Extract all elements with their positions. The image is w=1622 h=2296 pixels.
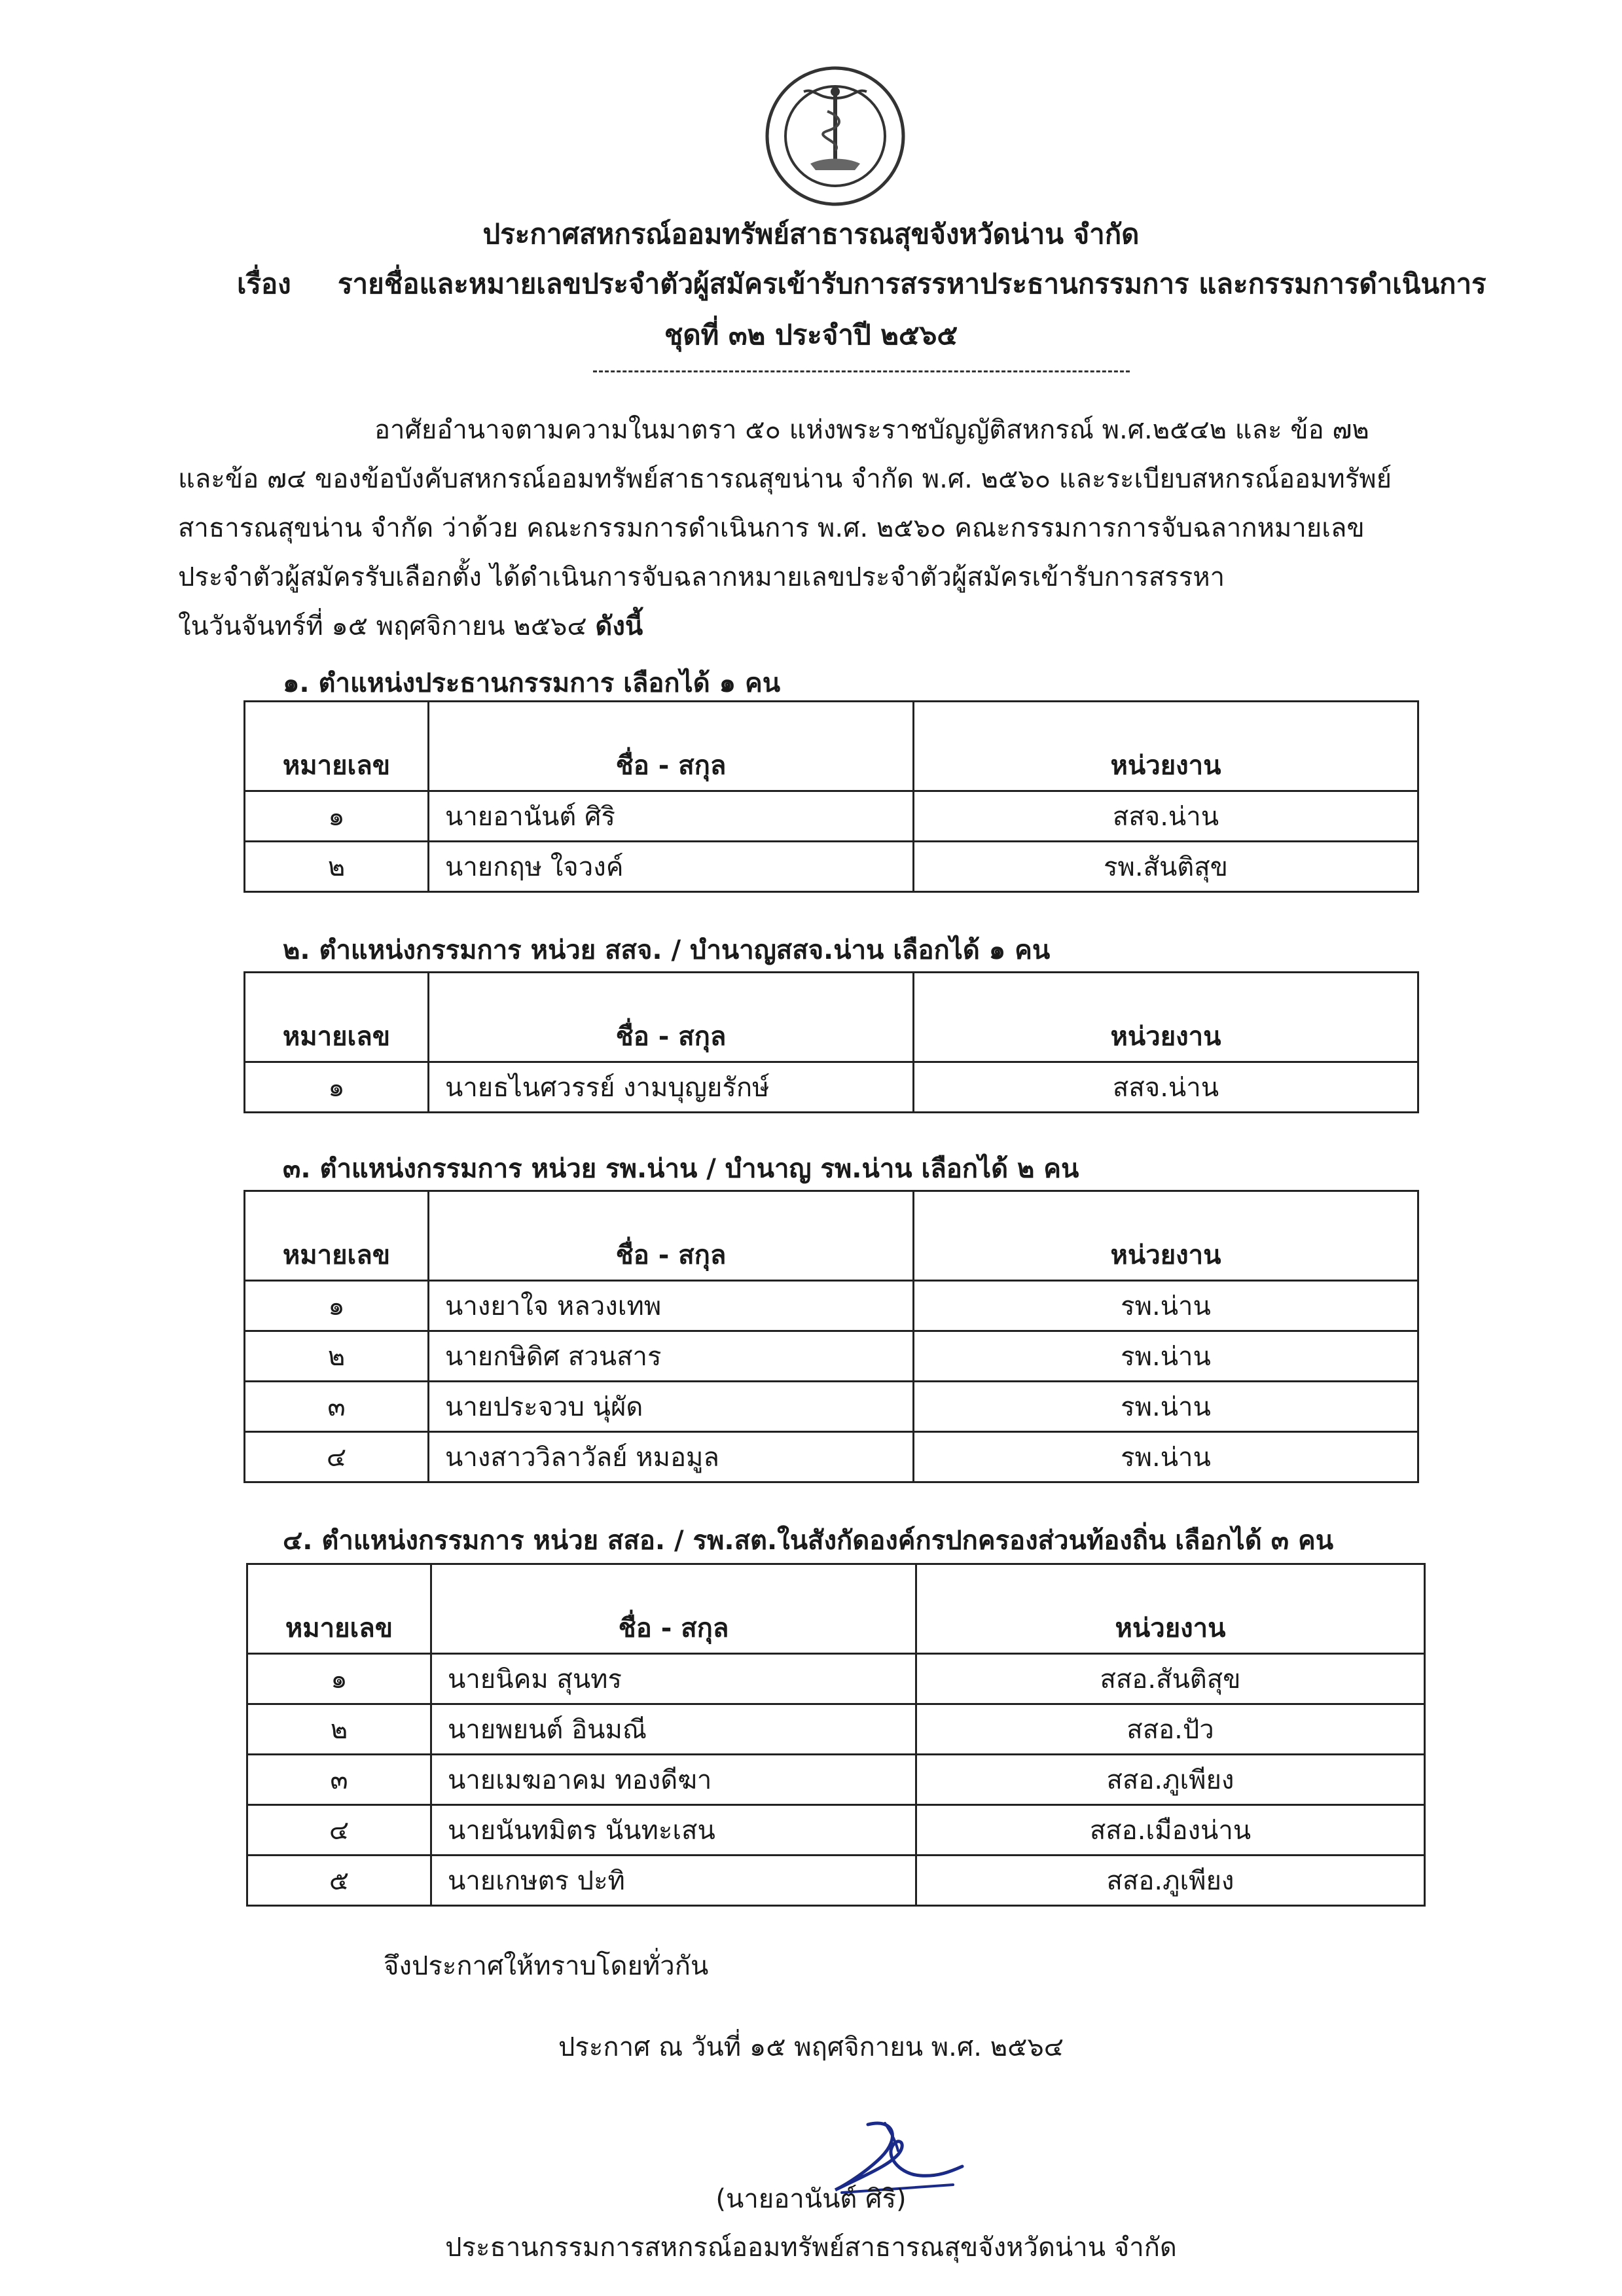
- header-name: ชื่อ - สกุล: [429, 973, 914, 1062]
- candidate-unit: สสอ.ปัว: [916, 1704, 1425, 1755]
- candidate-unit: สสจ.น่าน: [914, 1062, 1418, 1113]
- announcement-title: ประกาศสหกรณ์ออมทรัพย์สาธารณสุขจังหวัดน่าน จำกัด: [482, 218, 1140, 250]
- header-name: ชื่อ - สกุล: [429, 1191, 914, 1281]
- body-line-last: [178, 602, 1484, 651]
- header-name: ชื่อ - สกุล: [429, 702, 914, 791]
- header-number: หมายเลข: [245, 1191, 429, 1281]
- candidate-unit: สสอ.เมืองน่าน: [916, 1805, 1425, 1856]
- body-paragraph: [178, 406, 1484, 651]
- candidate-number: ๕: [247, 1856, 431, 1906]
- candidate-name: นายกษิดิศ สวนสาร: [429, 1331, 914, 1382]
- table-row: [245, 1432, 1418, 1482]
- candidate-number: ๔: [247, 1805, 431, 1856]
- candidate-number: ๓: [247, 1755, 431, 1805]
- table-row: [245, 1382, 1418, 1432]
- candidate-number: ๑: [245, 1281, 429, 1331]
- candidate-unit: สสอ.ภูเพียง: [916, 1755, 1425, 1805]
- header-number: หมายเลข: [245, 702, 429, 791]
- section-2-table: [243, 971, 1419, 1113]
- section-3-table: [243, 1190, 1419, 1483]
- candidate-number: ๒: [247, 1704, 431, 1755]
- body-line: อาศัยอำนาจตามความในมาตรา ๕๐ แห่งพระราชบัญญัติสหกรณ์ พ.ศ.๒๕๔๒ และ ข้อ ๗๒: [374, 415, 1369, 445]
- closing-statement: จึงประกาศให้ทราบโดยทั่วกัน: [384, 1951, 709, 1981]
- candidate-number: ๑: [245, 1062, 429, 1113]
- candidate-unit: รพ.น่าน: [914, 1331, 1418, 1382]
- table-row: [245, 1331, 1418, 1382]
- table-row: [245, 791, 1418, 842]
- signer-title: ประธานกรรมการสหกรณ์ออมทรัพย์สาธารณสุขจังหวัดน่าน จำกัด: [445, 2233, 1177, 2263]
- candidate-unit: รพ.สันติสุข: [914, 842, 1418, 892]
- signer-name: (นายอานันต์ ศิริ): [715, 2184, 907, 2214]
- section-4-heading: ๔. ตำแหน่งกรรมการ หน่วย สสอ. / รพ.สต.ในสังกัดองค์กรปกครองส่วนท้องถิ่น เลือกได้ ๓ คน: [283, 1526, 1334, 1556]
- section-4-table: [246, 1563, 1426, 1907]
- cooperative-seal-icon: [765, 65, 906, 207]
- header-unit: หน่วยงาน: [914, 702, 1418, 791]
- candidate-number: ๒: [245, 1331, 429, 1382]
- table-row: [247, 1654, 1425, 1704]
- candidate-unit: สสอ.ภูเพียง: [916, 1856, 1425, 1906]
- body-line: สาธารณสุขน่าน จำกัด ว่าด้วย คณะกรรมการดำเนินการ พ.ศ. ๒๕๖๐ คณะกรรมการการจับฉลากหมายเลข: [178, 513, 1365, 543]
- candidate-number: ๑: [247, 1654, 431, 1704]
- candidate-name: นายพยนต์ อินมณี: [431, 1704, 916, 1755]
- candidate-unit: สสอ.สันติสุข: [916, 1654, 1425, 1704]
- candidate-name: นายเกษตร ปะทิ: [431, 1856, 916, 1906]
- candidate-name: นายเมฆอาคม ทองดีฆา: [431, 1755, 916, 1805]
- section-3-heading: ๓. ตำแหน่งกรรมการ หน่วย รพ.น่าน / บำนาญ รพ.น่าน เลือกได้ ๒ คน: [283, 1154, 1079, 1184]
- header-unit: หน่วยงาน: [914, 973, 1418, 1062]
- candidate-name: นางยาใจ หลวงเทพ: [429, 1281, 914, 1331]
- body-so-text: ดังนี้: [595, 611, 643, 641]
- table-row: [247, 1704, 1425, 1755]
- body-line: ประจำตัวผู้สมัครรับเลือกตั้ง ได้ดำเนินการจับฉลากหมายเลขประจำตัวผู้สมัครเข้ารับการสรรหา: [178, 562, 1225, 592]
- divider: [593, 370, 1130, 372]
- header-unit: หน่วยงาน: [914, 1191, 1418, 1281]
- candidate-number: ๔: [245, 1432, 429, 1482]
- candidate-unit: รพ.น่าน: [914, 1432, 1418, 1482]
- body-date-text: ในวันจันทร์ที่ ๑๕ พฤศจิกายน ๒๕๖๔: [178, 611, 587, 641]
- header-unit: หน่วยงาน: [916, 1564, 1425, 1654]
- table-row: [247, 1805, 1425, 1856]
- section-2-heading: ๒. ตำแหน่งกรรมการ หน่วย สสจ. / บำนาญสสจ.น่าน เลือกได้ ๑ คน: [283, 935, 1051, 965]
- candidate-number: ๒: [245, 842, 429, 892]
- table-row: [245, 1281, 1418, 1331]
- subject-text: รายชื่อและหมายเลขประจำตัวผู้สมัครเข้ารับการสรรหาประธานกรรมการ และกรรมการดำเนินการ: [338, 268, 1487, 300]
- header-name: ชื่อ - สกุล: [431, 1564, 916, 1654]
- candidate-name: นายนันทมิตร นันทะเสน: [431, 1805, 916, 1856]
- header-number: หมายเลข: [245, 973, 429, 1062]
- candidate-name: นายนิคม สุนทร: [431, 1654, 916, 1704]
- candidate-number: ๓: [245, 1382, 429, 1432]
- candidate-name: นายธไนศวรรย์ งามบุญยรักษ์: [429, 1062, 914, 1113]
- body-line: และข้อ ๗๔ ของข้อบังคับสหกรณ์ออมทรัพย์สาธารณสุขน่าน จำกัด พ.ศ. ๒๕๖๐ และระเบียบสหกรณ์ออมทรัพย์: [178, 464, 1392, 494]
- candidate-name: นายกฤษ ใจวงค์: [429, 842, 914, 892]
- candidate-number: ๑: [245, 791, 429, 842]
- series-title: ชุดที่ ๓๒ ประจำปี ๒๕๖๕: [664, 319, 958, 351]
- table-row: [247, 1856, 1425, 1906]
- section-1-heading: ๑. ตำแหน่งประธานกรรมการ เลือกได้ ๑ คน: [283, 668, 781, 698]
- section-1-table: [243, 700, 1419, 893]
- candidate-name: นายประจวบ นุ่ผัด: [429, 1382, 914, 1432]
- header-number: หมายเลข: [247, 1564, 431, 1654]
- announcement-date: ประกาศ ณ วันที่ ๑๕ พฤศจิกายน พ.ศ. ๒๕๖๔: [558, 2032, 1064, 2062]
- subject-label: เรื่อง: [237, 268, 291, 300]
- table-row: [245, 1062, 1418, 1113]
- candidate-unit: รพ.น่าน: [914, 1281, 1418, 1331]
- table-row: [245, 842, 1418, 892]
- candidate-unit: รพ.น่าน: [914, 1382, 1418, 1432]
- candidate-name: นายอานันต์ ศิริ: [429, 791, 914, 842]
- candidate-name: นางสาววิลาวัลย์ หมอมูล: [429, 1432, 914, 1482]
- table-row: [247, 1755, 1425, 1805]
- candidate-unit: สสจ.น่าน: [914, 791, 1418, 842]
